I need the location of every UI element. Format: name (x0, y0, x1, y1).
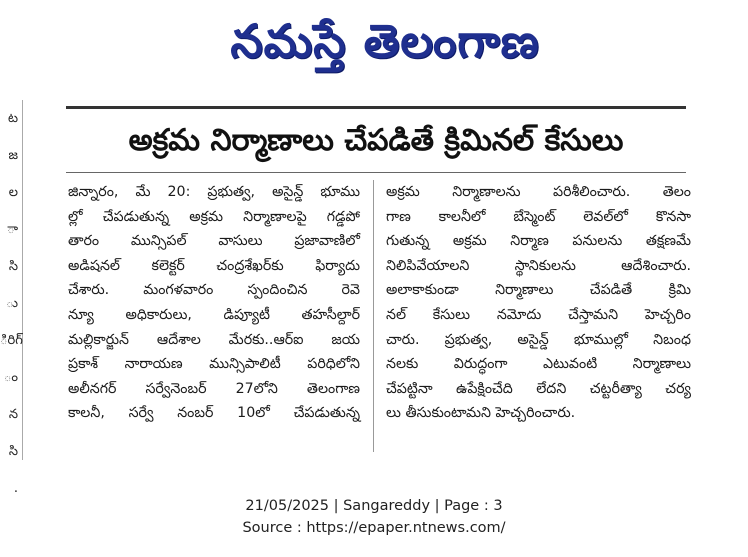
footer-source-line: Source : https://epaper.ntnews.com/ (242, 520, 506, 536)
fragment-text: ిరిగ్ (0, 333, 23, 348)
column-divider (373, 180, 374, 452)
fragment-text: జ (8, 148, 18, 163)
article-text-line: నిలిపివేయాలని స్థానికులను ఆదేశించారు. (386, 257, 691, 274)
headline-bottom-rule (66, 172, 686, 173)
fragment-text: . (13, 481, 18, 496)
article-text-line: లు తీసుకుంటామని హెచ్చరించారు. (386, 405, 576, 422)
article-headline: అక్రమ నిర్మాణాలు చేపడితే క్రిమినల్ కేసులు (128, 123, 624, 158)
article-text-line: జిన్నారం, మే 20: ప్రభుత్వ, అసైన్డ్ భూము (68, 184, 360, 200)
article-text-line: నల్ కేసులు నమోదు చేస్తామని హెచ్చరిం (386, 306, 691, 323)
article-column-1 (68, 180, 360, 426)
masthead (0, 0, 748, 80)
article-text-line: చేశారు. మంగళవారం స్పందించిన రెవె (68, 282, 360, 299)
article-text-line: కాలనీ, సర్వే నంబర్ 10లో చేపడుతున్న (68, 405, 360, 422)
article-text-line: గుతున్న అక్రమ నిర్మాణ పనులను తక్షణమే (386, 233, 691, 250)
article-text-line: నలకు విరుద్ధంగా ఎటువంటి నిర్మాణాలు (386, 356, 691, 373)
article-column-2 (386, 180, 691, 426)
article-text-line: అడిషనల్ కలెక్టర్ చంద్రశేఖర్‌కు ఫిర్యాదు (68, 257, 360, 274)
fragment-text: సి (8, 444, 18, 459)
fragment-text: ా (7, 222, 18, 237)
fragment-text: ల (8, 185, 18, 200)
article-text-line: గాణ కాలనీలో బేస్మెంట్ లెవల్‌లో కొనసా (386, 208, 691, 225)
fragment-text: ట (7, 111, 18, 126)
article-text-line: తారం మున్సిపల్ వాసులు ప్రజావాణిలో (68, 233, 360, 250)
article-text-line: ల్లో చేపడుతున్న అక్రమ నిర్మాణాలపై గడ్డపో (68, 208, 360, 225)
fragment-text: ు (5, 296, 18, 311)
adjacent-article-fragment (0, 100, 23, 496)
article-text-line: మల్లికార్జున్ ఆదేశాల మేరకు..ఆర్ఐ జయ (68, 331, 360, 348)
fragment-text: ం (3, 370, 18, 385)
headline-top-rule (66, 106, 686, 109)
fragment-text: న (8, 407, 18, 422)
newspaper-logo: నమస్తే తెలంగాణ (230, 14, 540, 68)
article-text-line: అలీనగర్ సర్వేనెంబర్ 27లోని తెలంగాణ (68, 380, 360, 397)
article-text-line: చేపట్టినా ఉపేక్షించేది లేదని చట్టరీత్యా చర్య (386, 380, 691, 397)
fragment-text: సి (8, 259, 18, 274)
article-text-line: న్యూ అధికారులు, డిప్యూటీ తహసీల్దార్ (68, 306, 360, 323)
footer-date-line: 21/05/2025 | Sangareddy | Page : 3 (245, 498, 503, 514)
article-text-line: చారు. ప్రభుత్వ, అసైన్డ్ భూముల్లో నిబంధ (386, 331, 691, 348)
article-text-line: అక్రమ నిర్మాణాలను పరిశీలించారు. తెలం (386, 184, 691, 200)
article-text-line: ప్రకాశ్ నారాయణ మున్సిపాలిటీ పరిధిలోని (68, 356, 360, 373)
article-text-line: అలాకాకుండా నిర్మాణాలు చేపడితే క్రిమి (386, 282, 691, 299)
